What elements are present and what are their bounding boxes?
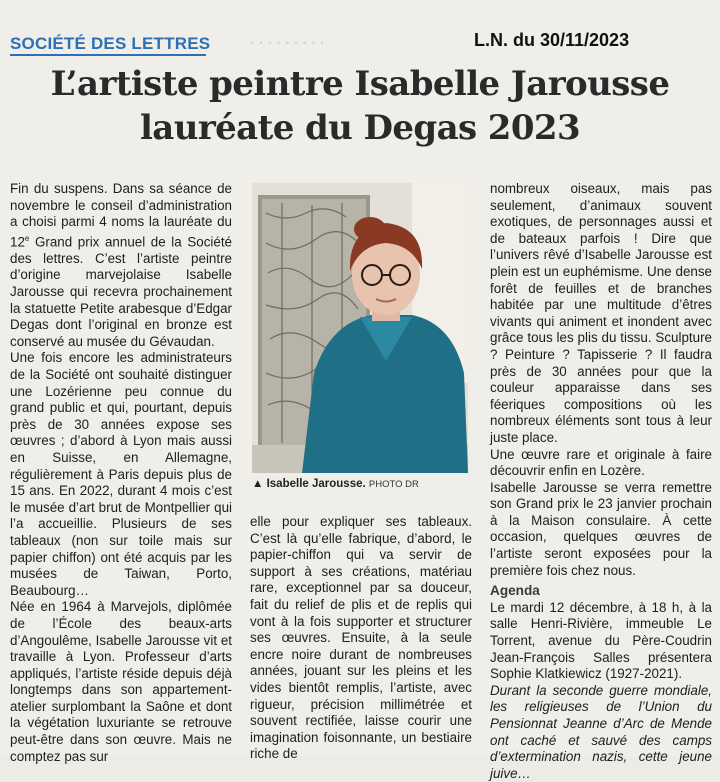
headline (0, 62, 720, 150)
paragraph-rare-work: Une œuvre rare et originale à faire découvrir enfin en Lozère. (490, 446, 712, 479)
agenda-text: Le mardi 12 décembre, à 18 h, à la salle Henri-Rivière, immeuble Le Torrent, avenue du Père-Coudrin Jean-François Salles présentera Sophie Klatkiewicz (1927-2021). (490, 599, 712, 682)
rubric-underline (10, 54, 206, 56)
paragraph-administrators: Une fois encore les administrateurs de la Société ont souhaité distinguer une Lozérienne peu connue du grand public et qui, pourtant, depuis près de 30 années expose ses œuvres ; d’abord à Lyon mais aussi en Suisse, en Allemagne, régulièrement à Paris depuis plus de 15 ans. En 2022, durant 4 mois c’est le musée d’art brut de Montpellier qui l’a accueillie. Plusieurs de ses tableaux (non sur toile mais sur papier chiffon) ont été acquis par les musées de Taiwan, Porto, Beaubourg… (10, 350, 232, 598)
paragraph-intro: Fin du suspens. Dans sa séance de novembre le conseil d’administration a choisi parmi 4 noms la lauréate du 12e Grand prix annuel de la Société des lettres. C’est l’artiste peintre d’origine marvejolaise Isabelle Jarousse qui recevra prochainement la statuette Petite arabesque d’Edgar Degas dont l’original en bronze est conservé au musée du Gévaudan. (10, 181, 232, 349)
paragraph-biography: Née en 1964 à Marvejols, diplômée de l’École des beaux-arts d’Angoulême, Isabelle Jarousse vit et travaille à Lyon. Professeur d’arts appliqués, l’artiste réside depuis déjà longtemps dans son appartement-atelier surplombant la Saône et dont la végétation luxuriante se retrouve peut-être dans son œuvre. Mais ne comptez pas sur (10, 599, 232, 764)
section-rubric: SOCIÉTÉ DES LETTRES (10, 34, 211, 53)
publication-date-stamp: L.N. du 30/11/2023 (474, 30, 630, 50)
paragraph-award-ceremony: Isabelle Jarousse se verra remettre son Grand prix le 23 janvier prochain à la Maison consulaire. À cette occasion, quelques œuvres de l’artiste seront exposées pour la première fois chez nous. (490, 479, 712, 578)
headline-line-1: L’artiste peintre Isabelle Jarousse (50, 64, 670, 104)
agenda-heading: Agenda (490, 583, 540, 599)
artist-portrait-illustration (252, 183, 468, 473)
article-column-2 (250, 514, 472, 763)
agenda-italic-text: Durant la seconde guerre mondiale, les religieuses de l’Union du Pensionnat Jeanne d’Arc de Mende ont caché et sauvé des camps d’extermination nazis, cette jeune juive… (490, 682, 712, 781)
headline-line-2: lauréate du Degas 2023 (139, 108, 581, 148)
article-column-1 (10, 181, 232, 765)
photo-credit: PHOTO DR (368, 479, 419, 490)
artist-photo (252, 183, 468, 473)
paragraph-technique: elle pour expliquer ses tableaux. C’est là qu’elle fabrique, d’abord, le papier-chiffon qui va servir de support à ses créations, matériau rare, exceptionnel par sa douceur, fait du relief de plis et de replis qui vont à la fois supporter et structurer ses œuvres. Ensuite, à la seule encre noire durant de nombreuses années, jouant sur les pleins et les vides bientôt remplis, l’artiste, avec rigueur, précision millimétrée et souvent rectifiée, laisse courir une imagination foisonnante, un bestiaire riche de (250, 514, 472, 762)
caption-name: Isabelle Jarousse. (266, 478, 366, 490)
photo-caption (252, 478, 474, 490)
paragraph-universe: nombreux oiseaux, mais pas seulement, d’animaux souvent exotiques, de personnages aussi et de bateaux parfois ! Dire que l’univers rêvé d’Isabelle Jarousse est plein est un euphémisme. Une dense forêt de feuilles et de branches habitée par une multitude d’êtres vivants qui animent et inondent avec grâce tous les plis du tissu. Sculpture ? Peinture ? Tapisserie ? Il faudra près de 30 années pour que la couleur apparaisse dans ses féeriques compositions où les nombreux éléments sont tous à leur juste place. (490, 181, 712, 445)
caption-triangle-icon: ▲ (252, 478, 264, 490)
bleed-through-text: · · · · · · · · · (250, 36, 325, 50)
article-column-3 (490, 181, 712, 782)
